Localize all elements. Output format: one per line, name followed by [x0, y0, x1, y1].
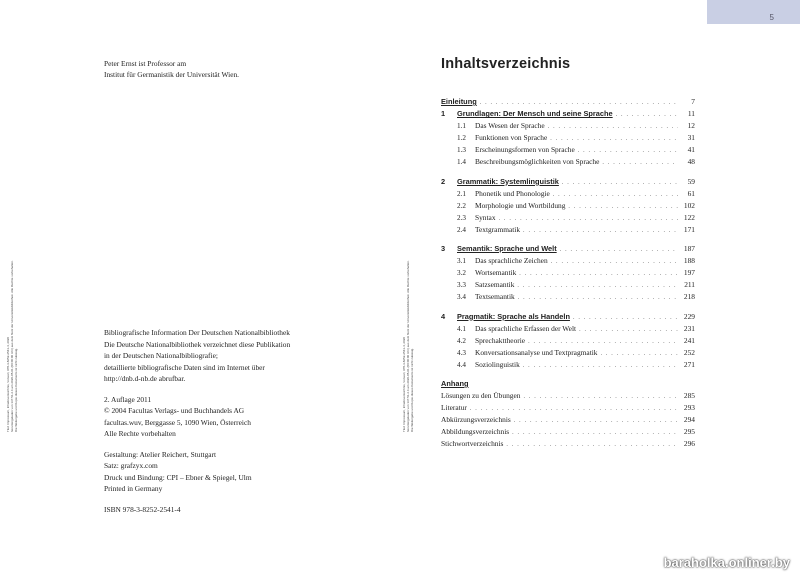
toc-number: 2.4 [457, 225, 466, 234]
watermark: baraholka.onliner.by [663, 555, 790, 570]
toc-label: Konversationsanalyse und Textpragmatik [475, 347, 598, 357]
toc-leader-dots [573, 315, 678, 321]
toc-number: 4.4 [457, 360, 466, 369]
imprint-block [104, 327, 290, 515]
side-note-line: heruntergeladen von 137.51.2.4 am 2020-05-01 (00:00:00 Uhr) aus dem Netz der Universitätsbibliothek. Alle Rechte vorbehalten. [406, 260, 410, 432]
toc-section[interactable] [441, 189, 695, 201]
toc-page-number: 59 [687, 176, 695, 186]
author-line: Peter Ernst ist Professor am [104, 59, 187, 68]
toc-leader-dots [523, 394, 678, 400]
toc-appendix-item[interactable] [441, 427, 695, 439]
toc-leader-dots [579, 327, 678, 333]
toc-number: 1.2 [457, 134, 466, 143]
toc-page-number: 187 [683, 244, 695, 254]
toc-number: 2.3 [457, 213, 466, 222]
imprint-line: http://dnb.d-nb.de abrufbar. [104, 374, 186, 383]
toc-number: 3.1 [457, 257, 466, 266]
toc-section[interactable] [441, 336, 695, 348]
toc-chapter[interactable] [441, 312, 695, 324]
toc-leader-dots [601, 351, 679, 357]
toc-chapter[interactable] [441, 177, 695, 189]
imprint-line: Bibliografische Information Der Deutschen Nationalbibliothek [104, 328, 290, 337]
table-of-contents [441, 97, 695, 452]
toc-section[interactable] [441, 256, 695, 268]
toc-page-number: 7 [691, 97, 695, 106]
toc-label: Lösungen zu den Übungen [441, 391, 521, 401]
author-line: Institut für Germanistik der Universität Wien. [104, 70, 240, 79]
toc-page-number: 294 [683, 415, 695, 425]
side-note-line: Die Weitergabe und Kopie dieses Dokuments ist nicht zulässig. [410, 348, 414, 432]
toc-label: Wortsemantik [475, 268, 517, 278]
toc-appendix-heading[interactable] [441, 379, 695, 391]
toc-page-number: 61 [687, 188, 695, 198]
toc-label: Abbildungsverzeichnis [441, 427, 510, 437]
toc-page-number: 231 [683, 323, 695, 333]
toc-leader-dots [514, 418, 678, 424]
toc-leader-dots [523, 363, 678, 369]
toc-section[interactable] [441, 201, 695, 213]
toc-page-number: 31 [687, 133, 695, 143]
toc-leader-dots [519, 271, 678, 277]
toc-page-number: 296 [683, 439, 695, 449]
toc-page-number: 102 [683, 200, 695, 210]
toc-leader-dots [499, 216, 678, 222]
toc-label: Semantik: Sprache und Welt [457, 244, 557, 254]
imprint-line: Printed in Germany [104, 484, 163, 493]
toc-number: 1.1 [457, 122, 466, 131]
page-number: 5 [769, 13, 774, 22]
imprint-line: 2. Auflage 2011 [104, 394, 152, 404]
toc-section[interactable] [441, 133, 695, 145]
imprint-line: in der Deutschen Nationalbibliografie; [104, 351, 218, 360]
toc-page-number: 41 [687, 145, 695, 155]
toc-label: Grundlagen: Der Mensch und seine Sprache [457, 109, 613, 119]
side-note-line: heruntergeladen von 137.51.2.4 am 2020-05-01 (00:00:00 Uhr) aus dem Netz der Universitätsbibliothek. Alle Rechte vorbehalten. [10, 260, 14, 432]
toc-page-number: 295 [683, 427, 695, 437]
imprint-line: Gestaltung: Atelier Reichert, Stuttgart [104, 449, 217, 459]
toc-label: Literatur [441, 403, 467, 413]
toc-page-number: 218 [683, 292, 695, 302]
toc-page-number: 211 [684, 280, 695, 290]
toc-number: 3.3 [457, 281, 466, 290]
toc-page-number: 197 [683, 268, 695, 278]
toc-number: 4 [441, 311, 446, 321]
toc-label: Textsemantik [475, 292, 515, 302]
toc-number: 1 [441, 109, 446, 119]
toc-label: Einleitung [441, 97, 477, 106]
toc-section[interactable] [441, 360, 695, 372]
toc-section[interactable] [441, 145, 695, 157]
imprint-line: detaillierte bibliografische Daten sind im Internet über [104, 362, 265, 372]
toc-number: 4.2 [457, 336, 466, 345]
toc-leader-dots [562, 180, 678, 186]
toc-number: 4.1 [457, 324, 466, 333]
toc-page-number: 171 [683, 224, 695, 234]
side-note-left [6, 260, 18, 432]
toc-page-number: 293 [683, 403, 695, 413]
toc-section[interactable] [441, 157, 695, 169]
toc-leader-dots [512, 430, 678, 436]
toc-page-number: 122 [683, 212, 695, 222]
toc-number: 2.2 [457, 201, 466, 210]
toc-leader-dots [523, 228, 678, 234]
toc-leader-dots [550, 136, 678, 142]
toc-section[interactable] [441, 121, 695, 133]
toc-section[interactable] [441, 292, 695, 304]
toc-section[interactable] [441, 225, 695, 237]
side-note-right [402, 260, 414, 432]
toc-section[interactable] [441, 324, 695, 336]
toc-label: Grammatik: Systemlinguistik [457, 176, 559, 186]
toc-leader-dots [551, 259, 678, 265]
toc-page-number: 12 [687, 121, 695, 131]
toc-section[interactable] [441, 348, 695, 360]
toc-appendix-item[interactable] [441, 439, 695, 451]
toc-label: Satzsemantik [475, 280, 515, 290]
toc-label: Morphologie und Wortbildung [475, 200, 566, 210]
toc-leader-dots [560, 247, 678, 253]
imprint-line: Satz: grafzyx.com [104, 461, 158, 470]
toc-number: 2.1 [457, 189, 466, 198]
toc-label: Syntax [475, 212, 496, 222]
imprint-line: Alle Rechte vorbehalten [104, 429, 176, 438]
toc-label: Abkürzungsverzeichnis [441, 415, 511, 425]
toc-page-number: 285 [683, 391, 695, 401]
toc-page-number: 229 [683, 311, 695, 321]
toc-label: Soziolinguistik [475, 359, 520, 369]
toc-label: Beschreibungsmöglichkeiten von Sprache [475, 157, 600, 167]
imprint-line: Die Deutsche Nationalbibliothek verzeichnet diese Publikation [104, 339, 291, 349]
toc-chapter[interactable] [441, 109, 695, 121]
toc-leader-dots [553, 192, 678, 198]
toc-leader-dots [548, 124, 678, 130]
toc-page-number: 252 [683, 347, 695, 357]
toc-leader-dots [528, 339, 678, 345]
toc-leader-dots [506, 442, 678, 448]
toc-appendix-item[interactable] [441, 403, 695, 415]
toc-number: 1.3 [457, 146, 466, 155]
toc-label: Erscheinungsformen von Sprache [475, 145, 575, 155]
toc-page-number: 241 [683, 335, 695, 345]
toc-number: 3 [441, 244, 446, 254]
toc-appendix-item[interactable] [441, 415, 695, 427]
toc-number: 4.3 [457, 348, 466, 357]
toc-label: Anhang [441, 378, 469, 388]
toc-label: Das sprachliche Erfassen der Welt [475, 323, 577, 333]
imprint-line: facultas.wuv, Berggasse 5, 1090 Wien, Österreich [104, 417, 251, 427]
toc-leader-dots [578, 148, 678, 154]
toc-leader-dots [480, 100, 678, 106]
toc-leader-dots [568, 204, 678, 210]
toc-label: Sprechakttheorie [475, 335, 526, 345]
toc-entry-introduction[interactable] [441, 97, 695, 109]
imprint-line: © 2004 Facultas Verlags- und Buchhandels AG [104, 406, 245, 415]
toc-leader-dots [470, 406, 678, 412]
isbn: ISBN 978-3-8252-2541-4 [104, 504, 181, 514]
toc-number: 3.2 [457, 269, 466, 278]
toc-page-number: 188 [683, 256, 695, 266]
toc-leader-dots [602, 160, 678, 166]
side-note-line: Titel: Impressum, Inhaltsverzeichnis, Vorwort, 978-3-8252-2541-4, 2020 [402, 336, 406, 432]
toc-appendix-item[interactable] [441, 391, 695, 403]
toc-section[interactable] [441, 280, 695, 292]
page-number-tab [707, 0, 800, 24]
toc-leader-dots [518, 295, 678, 301]
author-note [104, 58, 239, 80]
toc-leader-dots [616, 112, 678, 118]
toc-leader-dots [517, 283, 678, 289]
toc-number: 3.4 [457, 293, 466, 302]
toc-label: Das sprachliche Zeichen [475, 256, 548, 266]
toc-page-number: 271 [683, 359, 695, 369]
toc-page-number: 11 [687, 109, 695, 119]
toc-section[interactable] [441, 268, 695, 280]
toc-chapter[interactable] [441, 244, 695, 256]
toc-label: Phonetik und Phonologie [475, 188, 550, 198]
toc-section[interactable] [441, 213, 695, 225]
toc-number: 1.4 [457, 158, 466, 167]
toc-label: Stichwortverzeichnis [441, 439, 504, 449]
side-note-line: Die Weitergabe und Kopie dieses Dokuments ist nicht zulässig. [14, 348, 18, 432]
toc-title: Inhaltsverzeichnis [441, 56, 571, 72]
toc-label: Textgrammatik [475, 224, 521, 234]
imprint-line: Druck und Bindung: CPI – Ebner & Spiegel, Ulm [104, 472, 252, 482]
toc-label: Pragmatik: Sprache als Handeln [457, 311, 570, 321]
toc-label: Das Wesen der Sprache [475, 121, 545, 131]
toc-number: 2 [441, 176, 446, 186]
toc-page-number: 48 [687, 157, 695, 167]
toc-label: Funktionen von Sprache [475, 133, 548, 143]
side-note-line: Titel: Impressum, Inhaltsverzeichnis, Vorwort, 978-3-8252-2541-4, 2020 [6, 336, 10, 432]
